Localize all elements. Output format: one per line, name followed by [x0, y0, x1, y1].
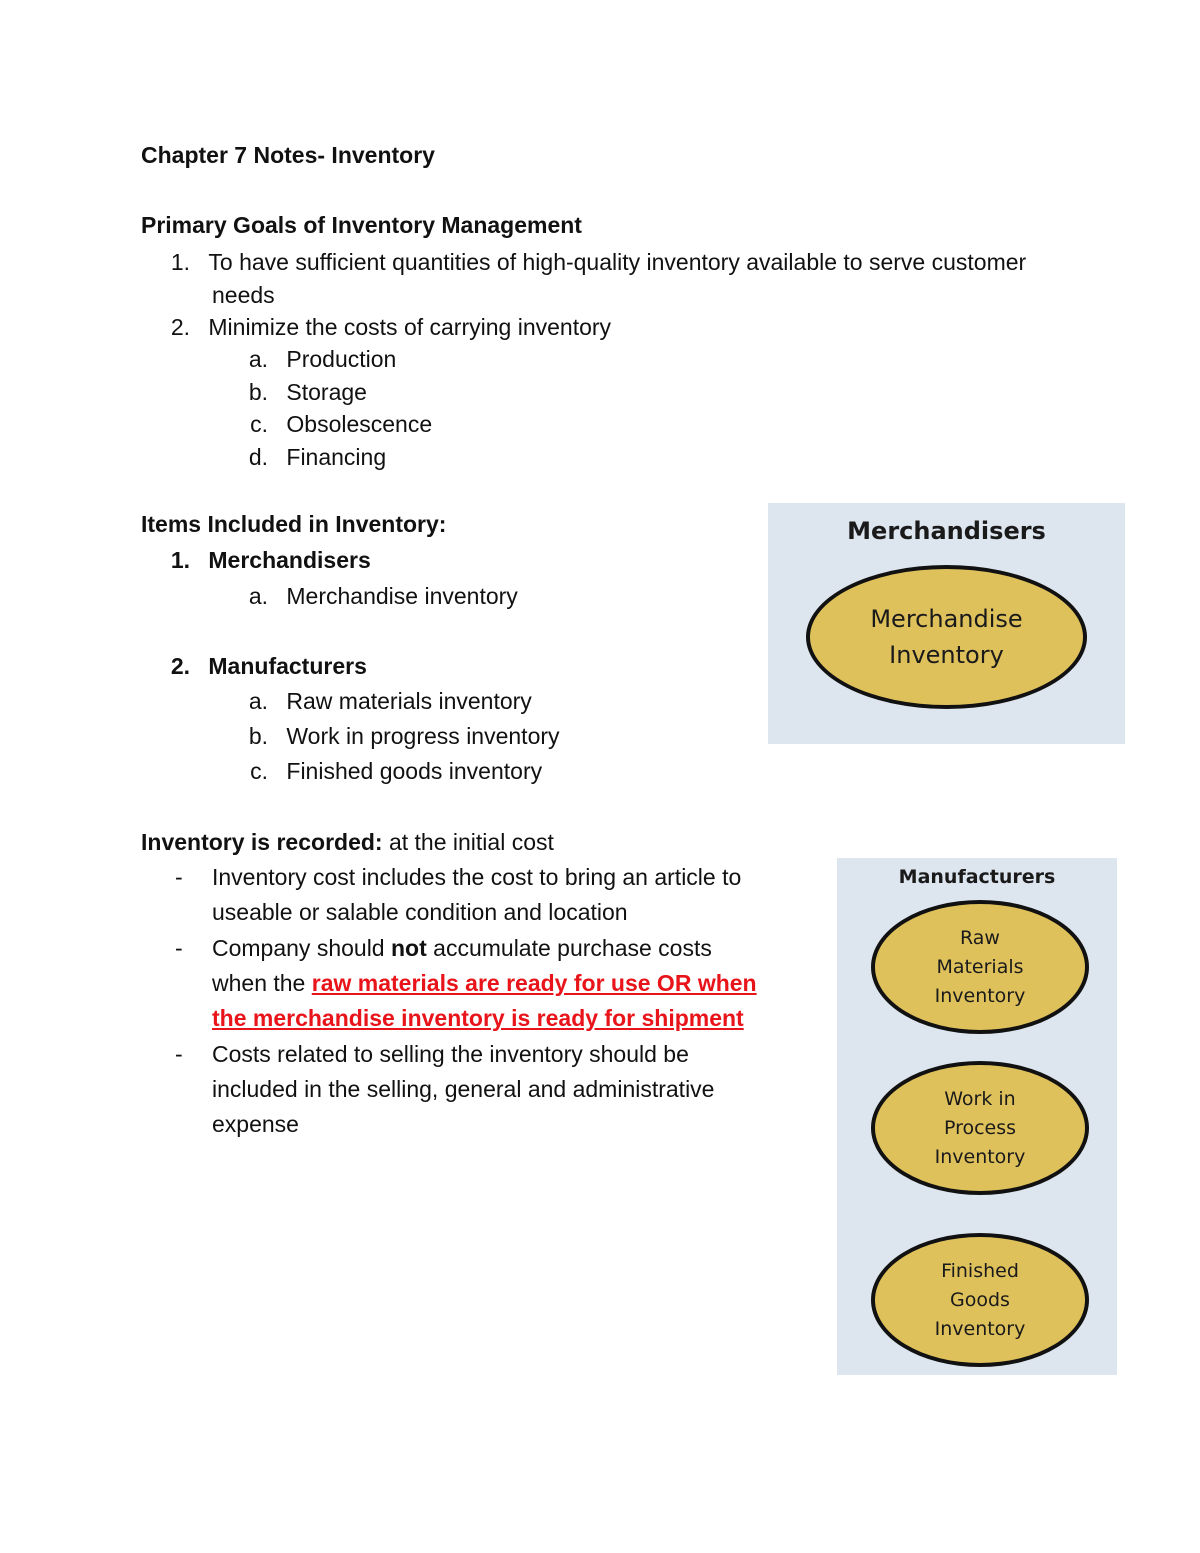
manufacturers-diagram	[837, 858, 1117, 1375]
goal-number: 1.	[170, 249, 190, 275]
subitem-text: Merchandise inventory	[286, 583, 518, 609]
bullet-text: expense	[212, 1111, 299, 1137]
items-heading: Items Included in Inventory:	[141, 511, 447, 537]
manuf-subitem	[240, 721, 560, 751]
bullet-text: useable or salable condition and location	[212, 899, 628, 925]
recorded-heading-line	[141, 827, 554, 857]
bullet-dash: -	[175, 864, 183, 890]
merchandisers-diagram	[768, 503, 1125, 744]
goal-subitem	[240, 344, 396, 374]
oval-label: Work in Process Inventory	[934, 1087, 1026, 1168]
subitem-text: Storage	[286, 379, 367, 405]
bullet-text	[212, 1003, 744, 1033]
subitem-text: Financing	[286, 444, 387, 470]
item-label: Manufacturers	[208, 653, 367, 679]
goal-item-2	[160, 312, 611, 342]
subitem-letter: a.	[248, 346, 268, 372]
subitem-letter: c.	[250, 758, 268, 784]
subitem-text: Raw materials inventory	[286, 688, 532, 714]
work-in-process-oval	[871, 1061, 1089, 1195]
oval-label: Merchandise Inventory	[870, 605, 1023, 669]
item-label: Merchandisers	[208, 547, 371, 573]
goal-item-1-cont: needs	[212, 282, 275, 308]
text-run: accumulate purchase costs	[426, 935, 712, 961]
bullet-text	[212, 933, 712, 963]
goal-item-1	[160, 247, 1026, 277]
text-run: Company should	[212, 935, 391, 961]
bullet-text: Inventory cost includes the cost to bring an article to	[212, 864, 742, 890]
manuf-subitem	[240, 756, 542, 786]
bullet-text	[212, 968, 757, 998]
merchandisers-item	[160, 545, 371, 575]
page-title: Chapter 7 Notes- Inventory	[141, 142, 435, 168]
recorded-heading: Inventory is recorded:	[141, 829, 383, 855]
subitem-text: Obsolescence	[286, 411, 433, 437]
highlight-text: raw materials are ready for use OR when	[311, 970, 757, 996]
subitem-text: Finished goods inventory	[286, 758, 543, 784]
goal-subitem	[240, 377, 367, 407]
bullet-text: included in the selling, general and administrative	[212, 1076, 715, 1102]
subitem-letter: d.	[248, 444, 268, 470]
subitem-text: Work in progress inventory	[286, 723, 560, 749]
item-number: 1.	[170, 547, 190, 573]
subitem-letter: a.	[248, 583, 268, 609]
bullet-dash: -	[175, 1041, 183, 1067]
oval-label: Finished Goods Inventory	[934, 1259, 1026, 1340]
goal-number: 2.	[170, 314, 190, 340]
subitem-letter: b.	[248, 379, 268, 405]
manuf-subitem	[240, 686, 532, 716]
goals-heading: Primary Goals of Inventory Management	[141, 212, 582, 238]
goal-text: Minimize the costs of carrying inventory	[208, 314, 612, 340]
raw-materials-oval	[871, 900, 1089, 1034]
goal-text: To have sufficient quantities of high-quality inventory available to serve customer	[208, 249, 1027, 275]
goal-subitem	[240, 409, 432, 439]
item-number: 2.	[170, 653, 190, 679]
subitem-text: Production	[286, 346, 397, 372]
emphasis-text: not	[391, 935, 427, 961]
diagram-title: Manufacturers	[898, 866, 1056, 888]
goal-subitem	[240, 442, 386, 472]
manufacturers-item	[160, 651, 367, 681]
bullet-text: Costs related to selling the inventory should be	[212, 1041, 689, 1067]
subitem-letter: a.	[248, 688, 268, 714]
oval-label: Raw Materials Inventory	[934, 926, 1026, 1007]
merch-subitem	[240, 581, 518, 611]
subitem-letter: c.	[250, 411, 268, 437]
recorded-heading-rest: at the initial cost	[382, 829, 554, 855]
bullet-dash: -	[175, 935, 183, 961]
highlight-text: the merchandise inventory is ready for shipment	[212, 1005, 744, 1031]
finished-goods-oval	[871, 1233, 1089, 1367]
diagram-title: Merchandisers	[847, 517, 1046, 545]
subitem-letter: b.	[248, 723, 268, 749]
merchandise-inventory-oval	[806, 565, 1087, 709]
text-run: when the	[212, 970, 312, 996]
